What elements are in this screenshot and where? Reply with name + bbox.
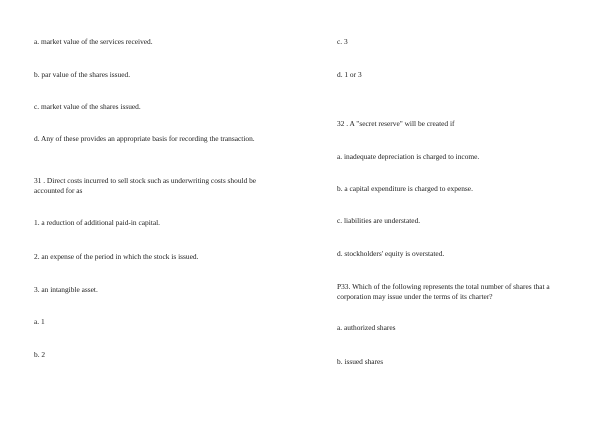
q33-option-a: a. authorized shares	[337, 323, 396, 332]
q32-option-b: b. a capital expenditure is charged to expense.	[337, 184, 473, 193]
q32-option-d: d. stockholders' equity is overstated.	[337, 249, 445, 258]
option-c-market-value-shares: c. market value of the shares issued.	[34, 102, 141, 111]
question-32-text: 32 . A "secret reserve" will be created if	[337, 119, 455, 128]
q31-option-b: b. 2	[34, 350, 46, 359]
q32-option-c: c. liabilities are understated.	[337, 216, 421, 225]
q32-option-a: a. inadequate depreciation is charged to income.	[337, 152, 480, 161]
q31-item-3: 3. an intangible asset.	[34, 285, 98, 294]
q31-item-1: 1. a reduction of additional paid-in capital.	[34, 218, 161, 227]
q31-option-d: d. 1 or 3	[337, 70, 362, 79]
q33-option-b: b. issued shares	[337, 357, 384, 366]
option-b-par-value: b. par value of the shares issued.	[34, 70, 131, 79]
option-d-any-of-these: d. Any of these provides an appropriate basis for recording the transaction.	[34, 134, 255, 143]
q31-item-2: 2. an expense of the period in which the stock is issued.	[34, 252, 199, 261]
q31-option-c: c. 3	[337, 37, 348, 46]
q31-option-a: a. 1	[34, 317, 45, 326]
question-33-text: P33. Which of the following represents the total number of shares that a corporation may issue under the terms of its charter?	[337, 282, 550, 301]
question-31-text: 31 . Direct costs incurred to sell stock such as underwriting costs should be accounted for as	[34, 176, 257, 195]
option-a-market-value-services: a. market value of the services received.	[34, 37, 153, 46]
